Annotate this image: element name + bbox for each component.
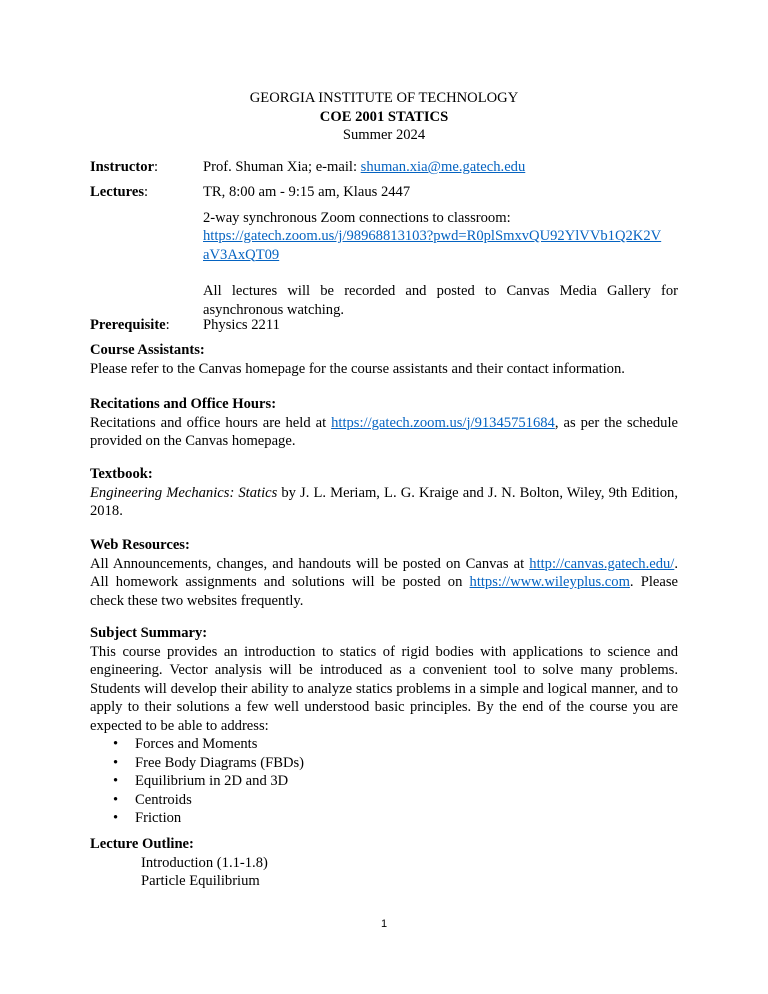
web-resources-heading: Web Resources: (90, 537, 190, 553)
list-item: Particle Equilibrium (141, 873, 260, 889)
web-resources-text: All Announcements, changes, and handouts will be posted on Canvas at http://canvas.gatech.edu/. All homework assignments and solutions will be posted on https://www.wileyplus.com. Please check these two websites frequently. (90, 555, 678, 609)
textbook-title: Engineering Mechanics: Statics (90, 484, 278, 501)
list-item: • Forces and Moments (90, 735, 678, 754)
recitations-text: Recitations and office hours are held at https://gatech.zoom.us/j/91345751684, as per the schedule provided on the Canvas homepage. (90, 414, 679, 449)
lectures-value (203, 183, 678, 319)
recording-note: All lectures will be recorded and posted to Canvas Media Gallery for asynchronous watching. (203, 283, 678, 318)
course-assistants-section (90, 341, 678, 378)
zoom-intro: 2-way synchronous Zoom connections to classroom: (203, 209, 511, 226)
list-item: • Centroids (90, 791, 678, 810)
textbook-text: Engineering Mechanics: Statics by J. L. Meriam, L. G. Kraige and J. N. Bolton, Wiley, 9th Edition, 2018. (90, 484, 678, 519)
prerequisite-value: Physics 2211 (203, 317, 280, 333)
wileyplus-link[interactable]: https://www.wileyplus.com (469, 574, 630, 590)
recitations-section (90, 395, 678, 451)
topics-list (90, 735, 678, 828)
instructor-value: Prof. Shuman Xia; e-mail: shuman.xia@me.gatech.edu (203, 159, 526, 175)
instructor-label: Instructor: (90, 159, 159, 175)
prerequisite-label: Prerequisite: (90, 317, 170, 333)
recitations-heading: Recitations and Office Hours: (90, 396, 277, 412)
course-assistants-heading: Course Assistants: (90, 342, 205, 358)
list-item: • Friction (90, 809, 678, 828)
document-header (0, 89, 768, 145)
lecture-outline-heading: Lecture Outline: (90, 836, 194, 852)
canvas-link[interactable]: http://canvas.gatech.edu/ (529, 555, 675, 572)
subject-summary-section (90, 624, 678, 828)
list-item: Introduction (1.1-1.8) (141, 854, 268, 871)
recitations-zoom-link[interactable]: https://gatech.zoom.us/j/91345751684 (331, 414, 555, 431)
list-item: • Equilibrium in 2D and 3D (90, 772, 678, 791)
web-resources-section (90, 536, 678, 610)
term: Summer 2024 (342, 127, 426, 143)
subject-summary-heading: Subject Summary: (90, 625, 208, 641)
textbook-heading: Textbook: (90, 466, 153, 482)
lecture-schedule: TR, 8:00 am - 9:15 am, Klaus 2447 (203, 184, 411, 200)
list-item: • Free Body Diagrams (FBDs) (90, 754, 678, 773)
institution-name: GEORGIA INSTITUTE OF TECHNOLOGY (249, 90, 519, 106)
page-number: 1 (380, 918, 388, 930)
subject-summary-text: This course provides an introduction to statics of rigid bodies with applications to science and engineering. Vector analysis will be introduced as a convenient tool to solve many problems. Students will develop their ability to analyze statics problems in a simple and logical manner, and to apply to their solutions a few well understood basic principles. By the end of the course you are expected to be able to address: (90, 643, 678, 734)
lecture-outline-section (90, 835, 678, 891)
zoom-classroom-link[interactable]: https://gatech.zoom.us/j/98968813103?pwd=R0plSmxvQU92YlVVb1Q2K2V aV3AxQT09 (203, 228, 662, 263)
course-assistants-text: Please refer to the Canvas homepage for the course assistants and their contact information. (90, 360, 625, 377)
course-title: COE 2001 STATICS (319, 108, 449, 125)
lectures-label: Lectures: (90, 184, 149, 200)
instructor-email-link[interactable]: shuman.xia@me.gatech.edu (360, 159, 526, 175)
textbook-section (90, 465, 678, 521)
